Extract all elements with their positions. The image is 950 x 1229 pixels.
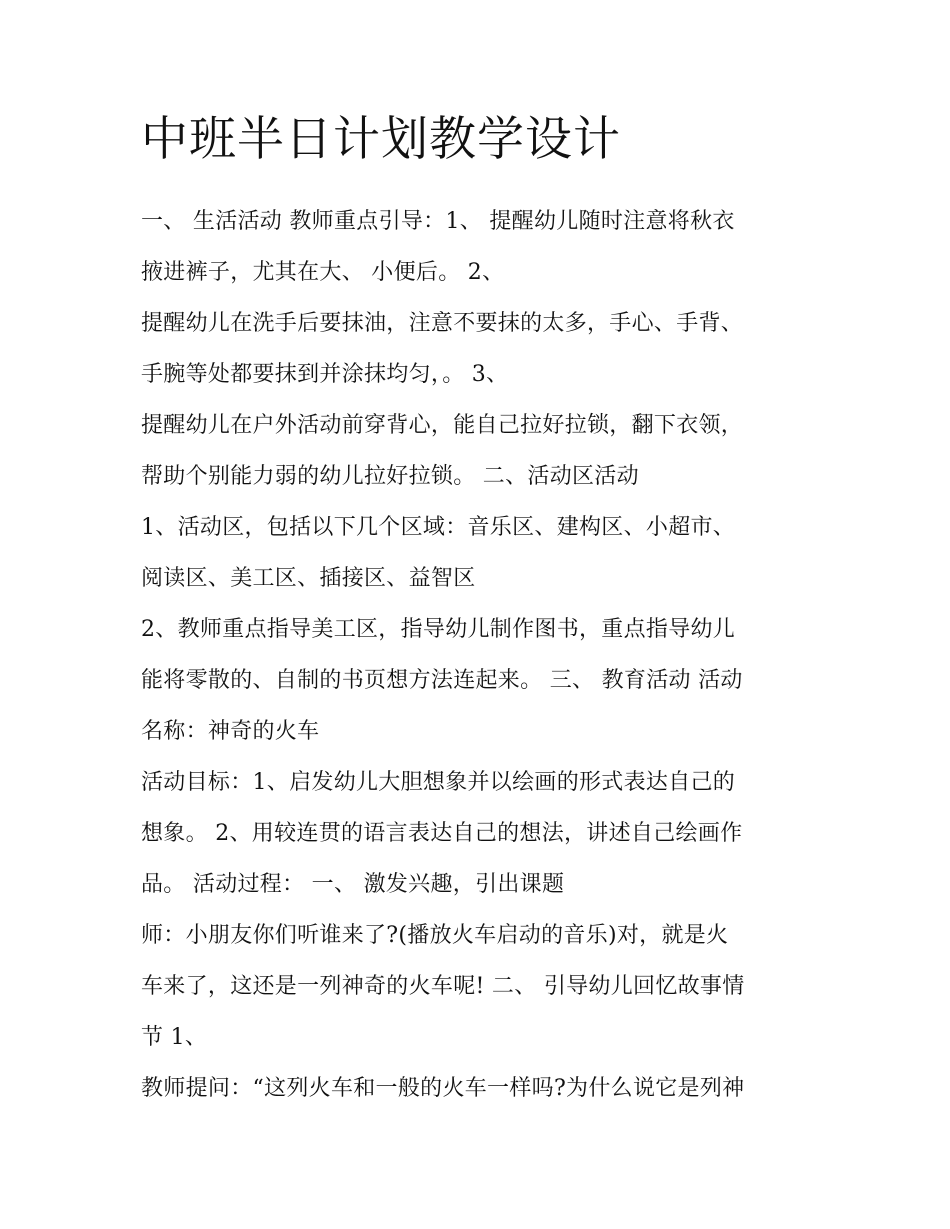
text-line: 想象。 2、用较连贯的语言表达自己的想法，讲述自己绘画作 — [141, 821, 743, 846]
document-title: 中班半日计划教学设计 — [141, 112, 621, 167]
text-line: 活动目标：1、启发幼儿大胆想象并以绘画的形式表达自己的 — [141, 770, 736, 795]
text-line: 名称：神奇的火车 — [141, 719, 320, 744]
text-line: 掖进裤子，尤其在大、 小便后。 2、 — [141, 260, 505, 285]
text-line: 教师提问：“这列火车和一般的火车一样吗?为什么说它是列神 — [141, 1076, 745, 1101]
text-line: 节 1、 — [141, 1025, 208, 1050]
text-line: 能将零散的、自制的书页想方法连起来。 三、 教育活动 活动 — [141, 668, 743, 693]
text-line: 1、活动区，包括以下几个区域：音乐区、建构区、小超市、 — [141, 515, 736, 540]
text-line: 提醒幼儿在洗手后要抹油，注意不要抹的太多，手心、手背、 — [141, 311, 744, 336]
text-line: 阅读区、美工区、插接区、益智区 — [141, 566, 476, 591]
text-line: 品。 活动过程： 一、 激发兴趣，引出课题 — [141, 872, 565, 897]
text-line: 帮助个别能力弱的幼儿拉好拉锁。 二、活动区活动 — [141, 464, 639, 489]
document-body — [141, 200, 821, 1118]
text-line: 2、教师重点指导美工区，指导幼儿制作图书，重点指导幼儿 — [141, 617, 736, 642]
text-line: 提醒幼儿在户外活动前穿背心，能自己拉好拉锁，翻下衣领， — [141, 413, 744, 438]
text-line: 师：小朋友你们听谁来了?(播放火车启动的音乐)对，就是火 — [141, 923, 729, 948]
text-line: 车来了，这还是一列神奇的火车呢! 二、 引导幼儿回忆故事情 — [141, 974, 745, 999]
text-line: 手腕等处都要抹到并涂抹均匀，。 3、 — [141, 362, 509, 387]
text-line: 一、 生活活动 教师重点引导：1、 提醒幼儿随时注意将秋衣 — [141, 209, 735, 234]
